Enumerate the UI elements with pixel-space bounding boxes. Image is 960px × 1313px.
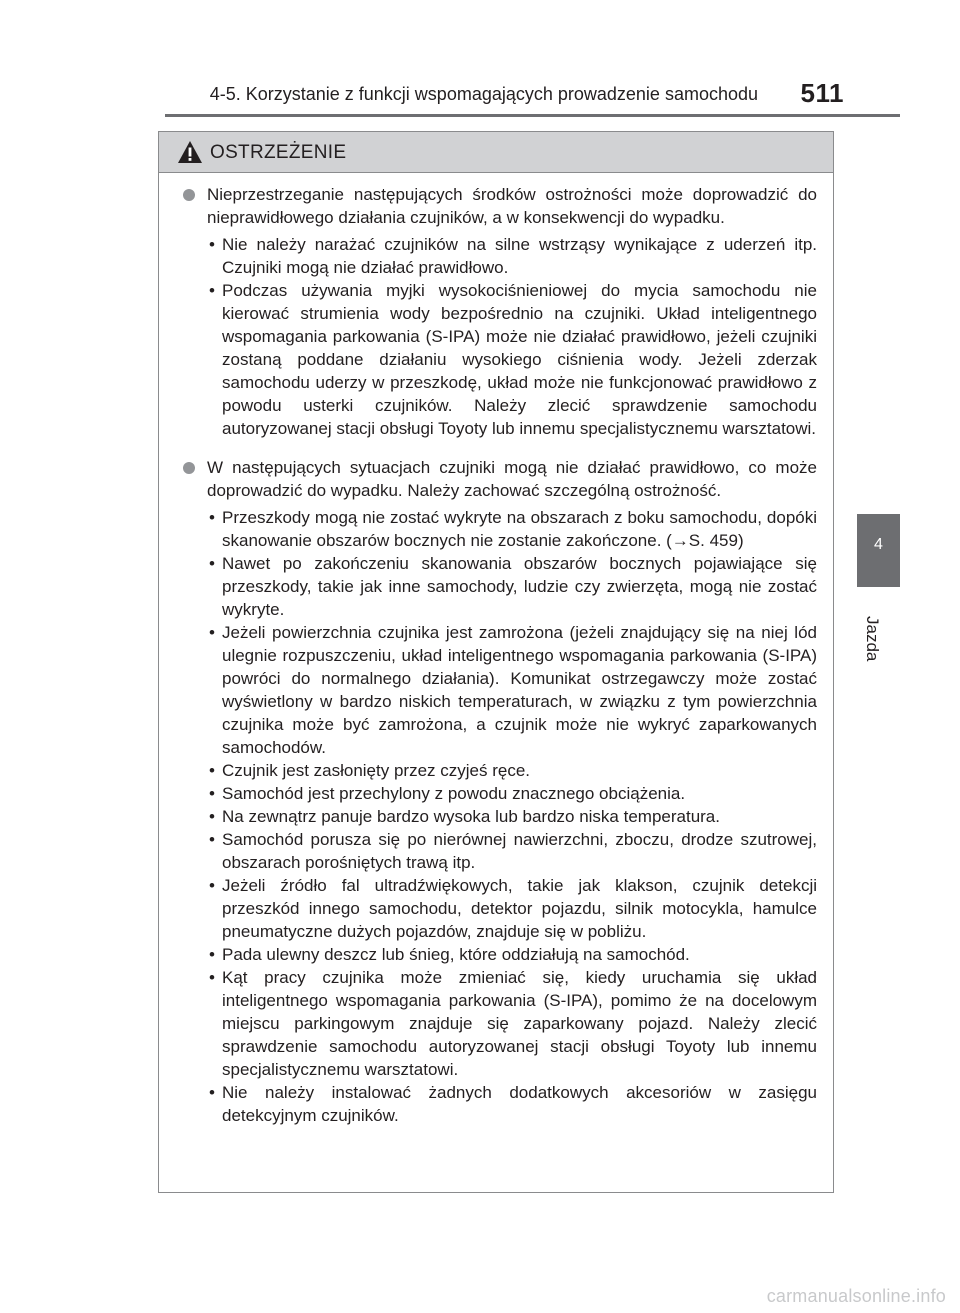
list-item: • Czujnik jest zasłonięty przez czyjeś ręce. bbox=[209, 761, 531, 780]
chapter-number: 4 bbox=[874, 536, 883, 553]
list-item: • Na zewnątrz panuje bardzo wysoka lub bardzo niska temperatura. bbox=[209, 807, 720, 826]
chapter-label: Jazda bbox=[863, 616, 882, 662]
list-item-text: Jeżeli powierzchnia czujnika jest zamrożona (jeżeli znajdujący się na niej lód ulegnie rozpuszczeniu, układ inteligentnego wspomagania parkowania (S-IPA) powróci do normalnego działania). Komunikat ostrzegawczy może zostać wyświetlony w bardzo niskich temperaturach, w związku z tym powierzchnia czujnika może być zamrożona, a czujnik może nie wykryć zaparkowanych samochodów. bbox=[222, 623, 817, 757]
list-item: • Samochód porusza się po nierównej nawierzchni, zboczu, drodze szutrowej, obszarach porośniętych trawą itp. bbox=[209, 830, 817, 872]
list-item: • Przeszkody mogą nie zostać wykryte na obszarach z boku samochodu, dopóki skanowanie obszarów bocznych nie zostanie zakończone. (→S. 459) bbox=[209, 508, 817, 550]
list-item-text: Podczas używania myjki wysokociśnieniowej do mycia samochodu nie kierować strumienia wody bezpośrednio na czujniki. Układ inteligentnego wspomagania parkowania (S-IPA) może nie działać prawidłowo, jeżeli czujniki zostaną poddane działaniu wysokiego ciśnienia wody. Jeżeli zderzak samochodu uderzy w przeszkodę, układ może nie funkcjonować prawidłowo z powodu usterki czujników. Należy zlecić sprawdzenie samochodu autoryzowanej stacji obsługi Toyoty lub innemu specjalistycznemu warsztatowi. bbox=[222, 281, 817, 438]
chapter-tab[interactable] bbox=[857, 514, 900, 587]
list-item-text: Nie należy instalować żadnych dodatkowych akcesoriów w zasięgu detekcyjnym czujników. bbox=[222, 1083, 817, 1125]
paragraph-text: W następujących sytuacjach czujniki mogą nie działać prawidłowo, co może doprowadzić do wypadku. Należy zachować szczególną ostrożność. bbox=[207, 458, 817, 500]
list-item: • Kąt pracy czujnika może zmieniać się, kiedy uruchamia się układ inteligentnego wspomagania parkowania (S-IPA), pomimo że na docelowym miejscu parkingowym znajduje się zaparkowany pojazd. Należy zlecić sprawdzenie samochodu autoryzowanej stacji obsługi Toyoty lub innemu specjalistycznemu warsztatowi. bbox=[209, 968, 817, 1079]
list-item: • Jeżeli źródło fal ultradźwiękowych, takie jak klakson, czujnik detekcji przeszkód innego samochodu, detektor pojazdu, silnik motocykla, hamulce pneumatyczne dużych pojazdów, znajduje się w pobliżu. bbox=[209, 876, 817, 941]
list-item-text: Nawet po zakończeniu skanowania obszarów bocznych pojawiające się przeszkody, takie jak inne samochody, ludzie czy zwierzęta, mogą nie zostać wykryte. bbox=[222, 554, 817, 619]
list-item-text: Nie należy narażać czujników na silne wstrząsy wynikające z uderzeń itp. Czujniki mogą nie działać prawidłowo. bbox=[222, 235, 817, 277]
list-item-text: Pada ulewny deszcz lub śnieg, które oddziałują na samochód. bbox=[222, 945, 690, 964]
list-item-text: Jeżeli źródło fal ultradźwiękowych, takie jak klakson, czujnik detekcji przeszkód innego samochodu, detektor pojazdu, silnik motocykla, hamulce pneumatyczne dużych pojazdów, znajduje się w pobliżu. bbox=[222, 876, 817, 941]
list-item: • Jeżeli powierzchnia czujnika jest zamrożona (jeżeli znajdujący się na niej lód ulegnie rozpuszczeniu, układ inteligentnego wspomagania parkowania (S-IPA) powróci do normalnego działania). Komunikat ostrzegawczy może zostać wyświetlony w bardzo niskich temperaturach, w związku z tym powierzchnia czujnika może być zamrożona, a czujnik może nie wykryć zaparkowanych samochodów. bbox=[209, 623, 817, 757]
bullet-list bbox=[207, 233, 817, 440]
list-item-text: Samochód jest przechylony z powodu znacznego obciążenia. bbox=[222, 784, 686, 803]
warning-paragraph bbox=[183, 183, 817, 229]
list-item-text: Przeszkody mogą nie zostać wykryte na obszarach z boku samochodu, dopóki skanowanie obszarów bocznych nie zostanie zakończone. (→S. 459) bbox=[222, 508, 817, 550]
list-item-text: Na zewnątrz panuje bardzo wysoka lub bardzo niska temperatura. bbox=[222, 807, 720, 826]
list-item: • Nie należy instalować żadnych dodatkowych akcesoriów w zasięgu detekcyjnym czujników. bbox=[209, 1083, 817, 1125]
list-item-text: Samochód porusza się po nierównej nawierzchni, zboczu, drodze szutrowej, obszarach porośniętych trawą itp. bbox=[222, 830, 817, 872]
warning-body bbox=[159, 173, 833, 1127]
bullet-dot-icon bbox=[183, 189, 195, 201]
list-item-text: Kąt pracy czujnika może zmieniać się, kiedy uruchamia się układ inteligentnego wspomagania parkowania (S-IPA), pomimo że na docelowym miejscu parkingowym znajduje się zaparkowany pojazd. Należy zlecić sprawdzenie samochodu autoryzowanej stacji obsługi Toyoty lub innemu specjalistycznemu warsztatowi. bbox=[222, 968, 817, 1079]
warning-paragraph bbox=[183, 456, 817, 502]
page-number: 511 bbox=[800, 78, 844, 108]
warning-title: OSTRZEŻENIE bbox=[210, 142, 347, 163]
bullet-dot-icon bbox=[183, 462, 195, 474]
list-item: • Nawet po zakończeniu skanowania obszarów bocznych pojawiające się przeszkody, takie jak inne samochody, ludzie czy zwierzęta, mogą nie zostać wykryte. bbox=[209, 554, 817, 619]
section-title: 4-5. Korzystanie z funkcji wspomagających prowadzenie samochodu bbox=[209, 84, 758, 104]
page-header bbox=[0, 0, 960, 120]
warning-header bbox=[159, 132, 833, 173]
watermark: carmanualsonline.info bbox=[766, 1286, 946, 1306]
list-item: • Samochód jest przechylony z powodu znacznego obciążenia. bbox=[209, 784, 686, 803]
bullet-list bbox=[207, 506, 817, 1127]
list-item: • Podczas używania myjki wysokociśnieniowej do mycia samochodu nie kierować strumienia wody bezpośrednio na czujniki. Układ inteligentnego wspomagania parkowania (S-IPA) może nie działać prawidłowo, jeżeli czujniki zostaną poddane działaniu wysokiego ciśnienia wody. Jeżeli zderzak samochodu uderzy w przeszkodę, układ może nie funkcjonować prawidłowo z powodu usterki czujników. Należy zlecić sprawdzenie samochodu autoryzowanej stacji obsługi Toyoty lub innemu specjalistycznemu warsztatowi. bbox=[209, 281, 817, 438]
list-item: • Pada ulewny deszcz lub śnieg, które oddziałują na samochód. bbox=[209, 945, 690, 964]
warning-triangle-icon bbox=[177, 140, 203, 164]
list-item-text: Czujnik jest zasłonięty przez czyjeś ręce. bbox=[222, 761, 531, 780]
list-item: • Nie należy narażać czujników na silne wstrząsy wynikające z uderzeń itp. Czujniki mogą nie działać prawidłowo. bbox=[209, 235, 817, 277]
warning-box bbox=[158, 131, 834, 1193]
header-divider bbox=[165, 114, 900, 117]
paragraph-text: Nieprzestrzeganie następujących środków ostrożności może doprowadzić do nieprawidłowego działania czujników, a w konsekwencji do wypadku. bbox=[207, 185, 817, 227]
